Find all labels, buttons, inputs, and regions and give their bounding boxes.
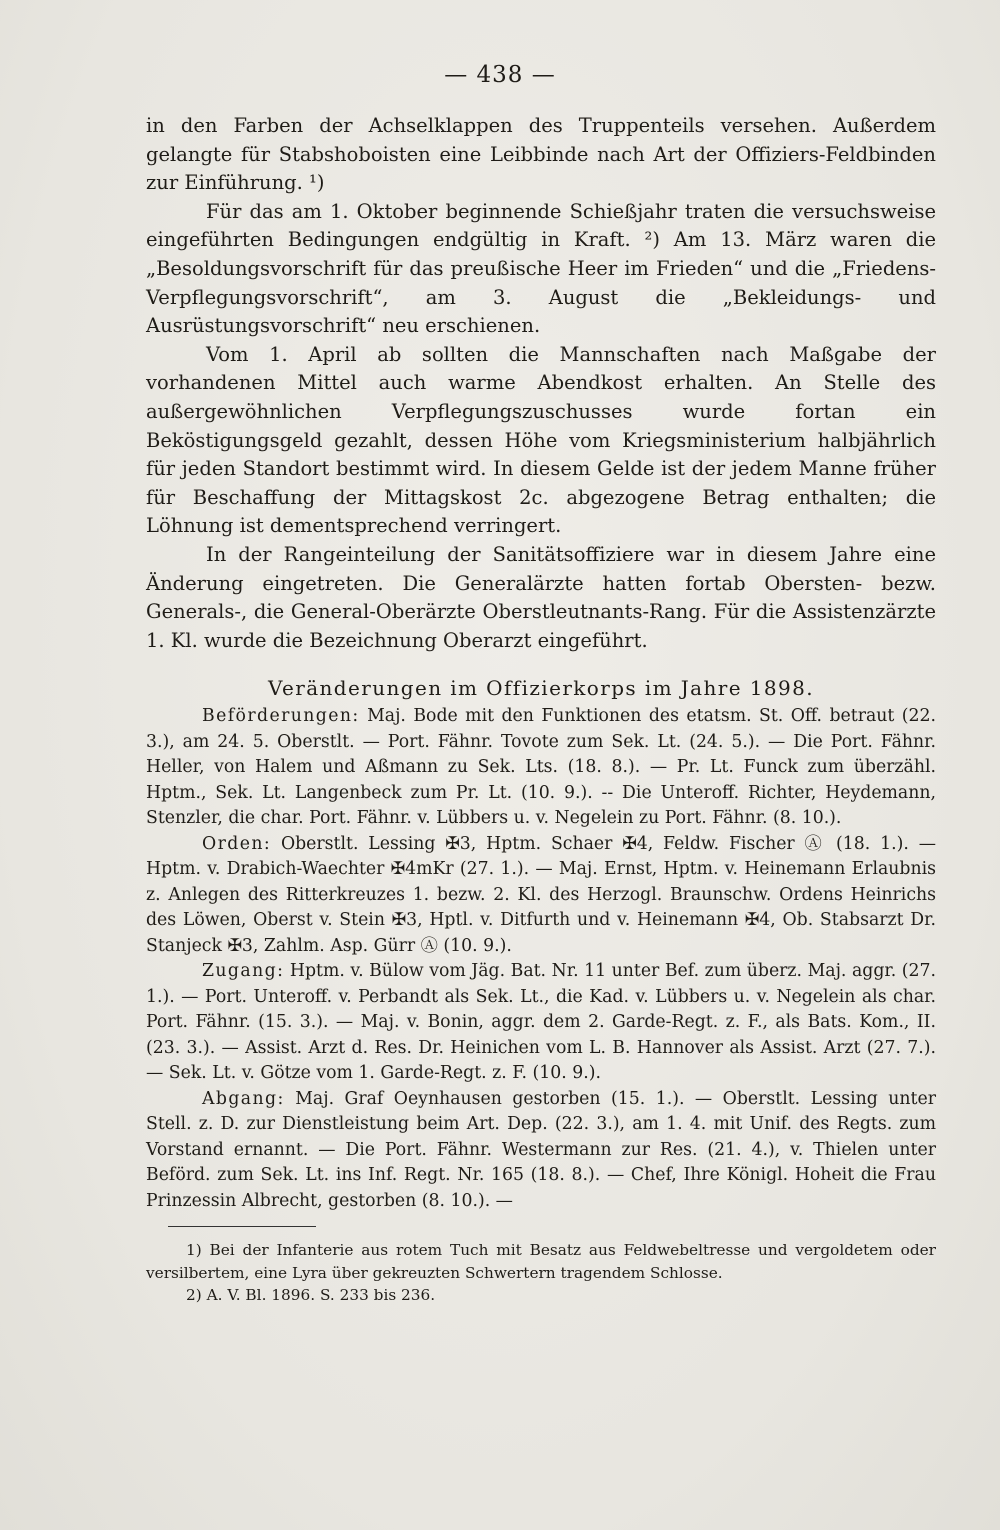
page-body xyxy=(146,112,936,1307)
footnote-divider xyxy=(168,1226,316,1227)
entry-abgang xyxy=(146,1087,936,1215)
footnote-1: 1) Bei der Infanterie aus rotem Tuch mit Besatz aus Feldwebeltresse und vergoldetem oder versilbertem, eine Lyra über gekreuzten Schwertern tragendem Schlosse. xyxy=(146,1241,936,1282)
section-heading: Veränderungen im Offizierkorps im Jahre 1898. xyxy=(268,676,814,701)
page-number: — 438 — xyxy=(444,62,556,88)
paragraph-schiessjahr: Für das am 1. Oktober beginnende Schießjahr traten die versuchsweise eingeführten Bedingungen endgültig in Kraft. ²) Am 13. März waren die „Besoldungsvorschrift für das preußische Heer im Frieden“ und die „Friedens-Verpflegungsvorschrift“, am 3. August die „Bekleidungs- und Ausrüstungsvorschrift“ neu erschienen. xyxy=(146,199,936,338)
entry-text: Maj. Bode mit den Funktionen des etatsm. St. Off. betraut (22. 3.), am 24. 5. Oberstlt. — Port. Fähnr. Tovote zum Sek. Lt. (24. 5.). — Die Port. Fähnr. Heller, von Halem und Aßmann zu Sek. Lts. (18. 8.). — Pr. Lt. Funck zum überzähl. Hptm., Sek. Lt. Langenbeck zum Pr. Lt. (10. 9.). -- Die Unteroff. Richter, Heydemann, Stenzler, die char. Port. Fähnr. v. Lübbers u. v. Negelein zu Port. Fähnr. (8. 10.). xyxy=(146,706,936,829)
footnote-2: 2) A. V. Bl. 1896. S. 233 bis 236. xyxy=(186,1286,436,1305)
entry-label: Zugang: xyxy=(202,961,285,982)
entry-label: Orden: xyxy=(202,833,272,854)
entry-zugang xyxy=(146,959,936,1087)
paragraph-abendkost: Vom 1. April ab sollten die Mannschaften nach Maßgabe der vorhandenen Mittel auch warme Abendkost erhalten. An Stelle des außergewöhnlichen Verpflegungszuschusses wurde fortan ein Beköstigungsgeld gezahlt, dessen Höhe vom Kriegsministerium halbjährlich für jeden Standort bestimmt wird. In diesem Gelde ist der jedem Manne früher für Beschaffung der Mittagskost 2c. abgezogene Betrag enthalten; die Löhnung ist dementsprechend verringert. xyxy=(146,342,936,538)
paragraph-achselklappen: in den Farben der Achselklappen des Truppenteils versehen. Außerdem gelangte für Stabshoboisten eine Leibbinde nach Art der Offiziers-Feldbinden zur Einführung. ¹) xyxy=(146,114,936,195)
entry-text: Oberstlt. Lessing ✠3, Hptm. Schaer ✠4, Feldw. Fischer Ⓐ (18. 1.). — Hptm. v. Drabich-Waechter ✠4mKr (27. 1.). — Maj. Ernst, Hptm. v. Heinemann Erlaubnis z. Anlegen des Ritterkreuzes 1. bezw. 2. Kl. des Herzogl. Braunschw. Ordens Heinrichs des Löwen, Oberst v. Stein ✠3, Hptl. v. Ditfurth und v. Heinemann ✠4, Ob. Stabsarzt Dr. Stanjeck ✠3, Zahlm. Asp. Gürr Ⓐ (10. 9.). xyxy=(146,833,936,956)
entry-orden xyxy=(146,832,936,960)
entry-befoerderungen xyxy=(146,704,936,832)
entry-label: Beförderungen: xyxy=(202,706,360,727)
entry-text: Maj. Graf Oeynhausen gestorben (15. 1.). — Oberstlt. Lessing unter Stell. z. D. zur Dienstleistung beim Art. Dep. (22. 3.), am 1. 4. mit Unif. des Regts. zum Vorstand ernannt. — Die Port. Fähnr. Westermann zur Res. (21. 4.), v. Thielen unter Beförd. zum Sek. Lt. ins Inf. Regt. Nr. 165 (18. 8.). — Chef, Ihre Königl. Hoheit die Frau Prinzessin Albrecht, gestorben (8. 10.). — xyxy=(146,1088,936,1211)
paragraph-sanitaetsoffiziere: In der Rangeinteilung der Sanitätsoffiziere war in diesem Jahre eine Änderung eingetreten. Die Generalärzte hatten fortab Obersten- bezw. Generals-, die General-Oberärzte Oberstleutnants-Rang. Für die Assistenzärzte 1. Kl. wurde die Bezeichnung Oberarzt eingeführt. xyxy=(146,542,936,652)
entry-label: Abgang: xyxy=(202,1088,285,1109)
entry-text: Hptm. v. Bülow vom Jäg. Bat. Nr. 11 unter Bef. zum überz. Maj. aggr. (27. 1.). — Port. Unteroff. v. Perbandt als Sek. Lt., die Kad. v. Lübbers u. v. Negelein als char. Port. Fähnr. (15. 3.). — Maj. v. Bonin, aggr. dem 2. Garde-Regt. z. F., als Bats. Kom., II. (23. 3.). — Assist. Arzt d. Res. Dr. Heinichen vom L. B. Hannover als Assist. Arzt (27. 7.). — Sek. Lt. v. Götze vom 1. Garde-Regt. z. F. (10. 9.). xyxy=(146,961,936,1084)
